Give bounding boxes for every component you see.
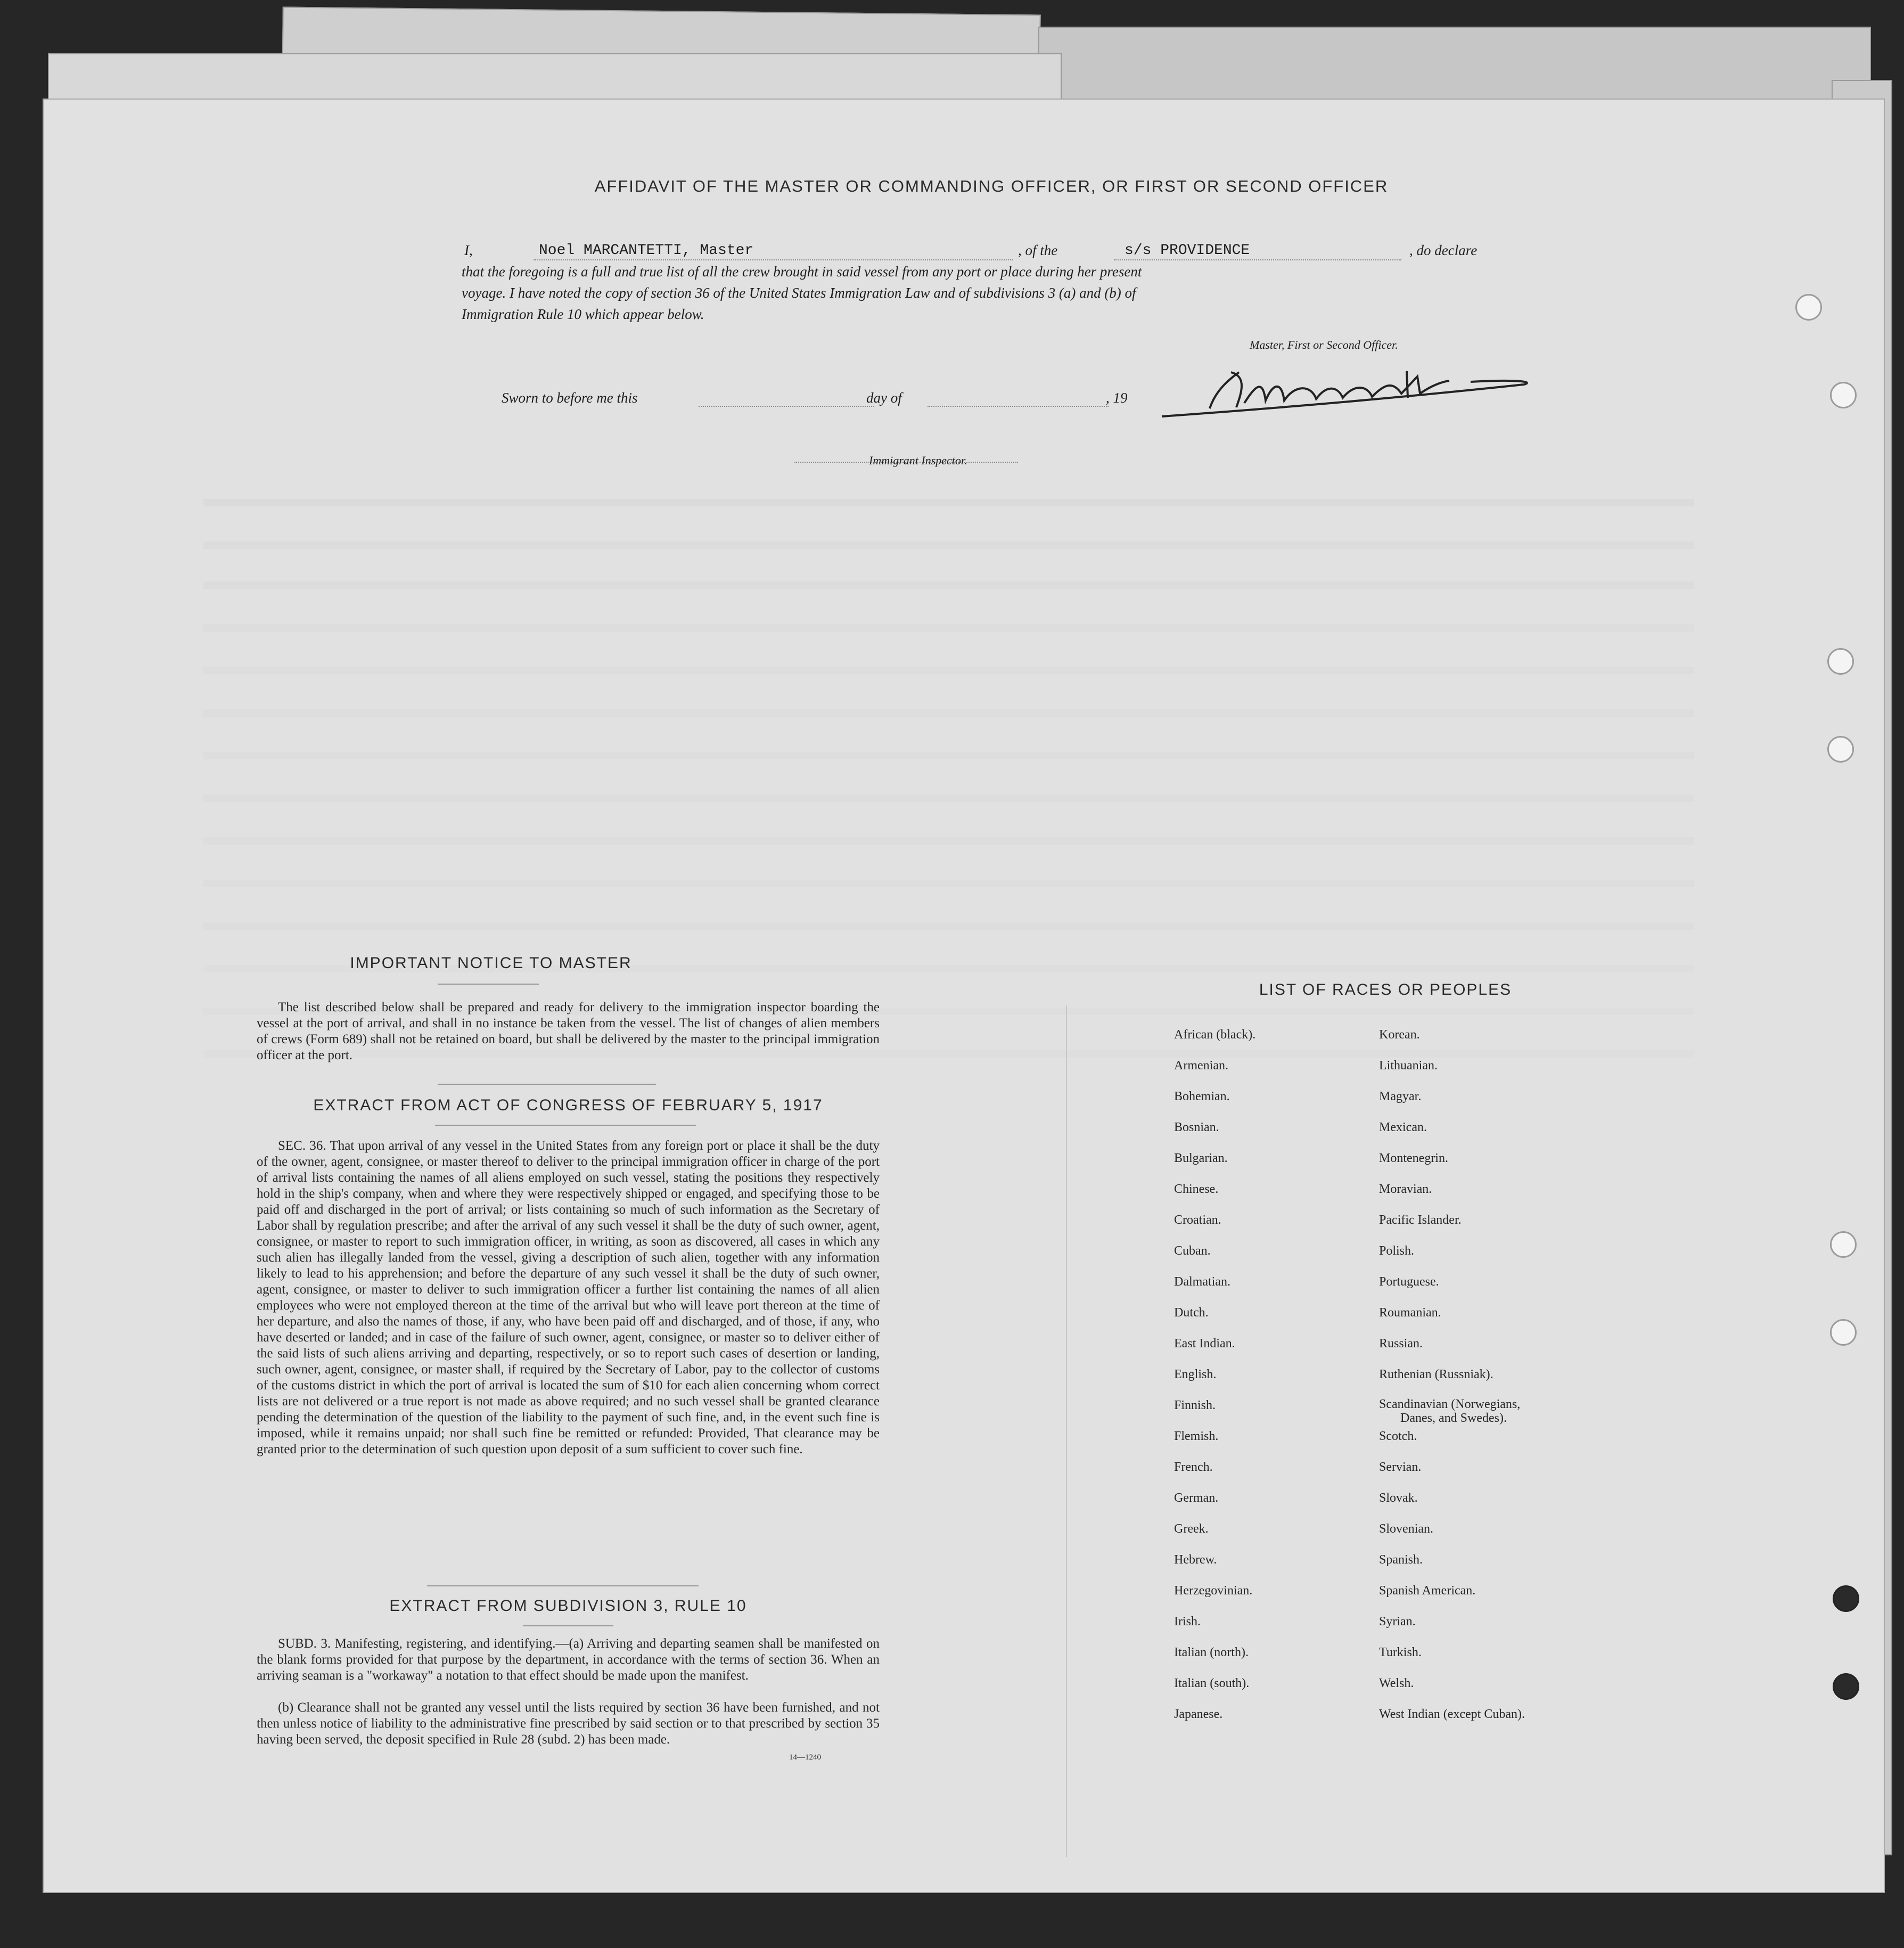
of-the-text: , of the [1018, 242, 1058, 258]
binder-hole [1830, 1231, 1857, 1258]
race-item: Turkish. [1379, 1646, 1422, 1659]
vessel-name: s/s PROVIDENCE [1125, 242, 1250, 259]
race-item: Dutch. [1174, 1306, 1209, 1320]
race-item: Portuguese. [1379, 1275, 1439, 1289]
act-body: SEC. 36. That upon arrival of any vessel in the United States from any foreign port or place it shall be the duty of the owner, agent, consignee, or master thereof to deliver to the principal immigration officer in charge of the port of arrival lists containing the names of all aliens employed on such vessel, stating the positions they respectively hold in the ship's company, when and where they were respectively shipped or engaged, and specifying those to be paid off and discharged in the port of arrival; or lists containing so much of such information as the Secretary of Labor shall by regulation prescribe; and after the arrival of any such vessel it shall be the duty of such owner, agent, consignee, or master to report to such immigration officer, in writing, as soon as discovered, all cases in which any such alien has illegally landed from the vessel, giving a description of such alien, together with any information likely to lead to his apprehension; and before the departure of any such vessel it shall be the duty of such owner, agent, consignee, or master to deliver to such immigration officer a further list containing the names of all alien employees who were not employed thereon at the time of the arrival but who will leave port thereon at the time of her departure, and also the names of those, if any, who have been paid off and discharged, and of those, if any, who have deserted or landed; and in case of the failure of such owner, agent, consignee, or master so to deliver either of the said lists of such aliens arriving and departing, respectively, or so to report such cases of desertion or landing, such owner, agent, consignee, or master shall, if required by the Secretary of Labor, pay to the collector of customs of the customs district in which the port of arrival is located the sum of $10 for each alien concerning whom correct lists are not delivered or a true report is not made as above required; and no such vessel shall be granted clearance pending the determination of the question of the liability to the payment of such fine, and, in the event such fine is imposed, while it remains unpaid; nor shall such fine be remitted or refunded: Provided, That clearance may be granted prior to the determination of such question upon deposit of a sum sufficient to cover such fine. [257, 1139, 880, 1456]
race-item: Chinese. [1174, 1182, 1219, 1196]
binder-hole [1830, 1319, 1857, 1346]
affidavit-title: AFFIDAVIT OF THE MASTER OR COMMANDING OFFICER, OR FIRST OR SECOND OFFICER [594, 177, 1389, 195]
bleed-through-row [203, 795, 1694, 802]
notice-title-rule [438, 984, 539, 985]
races-title: LIST OF RACES OR PEOPLES [1259, 981, 1512, 998]
race-item: Italian (south). [1174, 1676, 1250, 1690]
binder-hole [1827, 648, 1854, 675]
rule-title: EXTRACT FROM SUBDIVISION 3, RULE 10 [389, 1597, 747, 1615]
rule-title-rule [523, 1625, 613, 1626]
bleed-through-row [203, 752, 1694, 759]
day-of-text: day of [866, 390, 902, 406]
vessel-line [1114, 259, 1401, 260]
race-item: Italian (north). [1174, 1646, 1249, 1659]
race-item: Bohemian. [1174, 1090, 1230, 1103]
race-item: Servian. [1379, 1460, 1422, 1474]
race-item: Scandinavian (Norwegians, [1379, 1397, 1521, 1411]
back-sheet-right [1038, 27, 1871, 109]
race-item: Ruthenian (Russniak). [1379, 1368, 1493, 1381]
rule-body-a: SUBD. 3. Manifesting, registering, and identifying.—(a) Arriving and departing seamen shall be manifested on the blank forms provided for that purpose by the department, in accordance with the terms of section 36. When an arriving seaman is a "workaway" a notation to that effect should be made upon the manifest. [257, 1636, 880, 1683]
act-top-rule [438, 1084, 656, 1085]
master-name-line [534, 259, 1013, 260]
binder-hole [1830, 382, 1857, 408]
race-item: Roumanian. [1379, 1306, 1441, 1320]
affidavit-line-4: Immigration Rule 10 which appear below. [462, 306, 704, 322]
notice-body: The list described below shall be prepared and ready for delivery to the immigration inspector boarding the vessel at the port of arrival, and shall in no instance be taken from the vessel. The list of changes of alien members of crews (Form 689) shall not be retained on board, but shall be delivered by the master to the principal immigration officer at the port. [257, 1000, 880, 1062]
race-item: Welsh. [1379, 1676, 1414, 1690]
race-item: English. [1174, 1368, 1217, 1381]
bleed-through-row [203, 582, 1694, 589]
rule-body-b: (b) Clearance shall not be granted any vessel until the lists required by section 36 have been furnished, and not then unless notice of liability to the administrative fine prescribed by said section or to that prescribed by section 35 having been served, the deposit specified in Rule 28 (subd. 2) has been made. [257, 1700, 880, 1747]
race-item: Hebrew. [1174, 1553, 1217, 1567]
race-item: Bulgarian. [1174, 1151, 1228, 1165]
binder-hole [1795, 294, 1822, 321]
rule-top-rule [427, 1585, 699, 1586]
bleed-through-row [203, 542, 1694, 549]
race-item: Spanish American. [1379, 1584, 1476, 1598]
race-item: Irish. [1174, 1615, 1201, 1628]
race-item: Croatian. [1174, 1213, 1221, 1227]
race-item-continuation: Danes, and Swedes). [1400, 1411, 1507, 1425]
race-item: Finnish. [1174, 1398, 1216, 1412]
do-declare-text: , do declare [1409, 242, 1478, 258]
race-item: Cuban. [1174, 1244, 1211, 1258]
race-item: French. [1174, 1460, 1213, 1474]
officer-caption: Master, First or Second Officer. [1250, 338, 1398, 351]
race-item: West Indian (except Cuban). [1379, 1707, 1525, 1721]
race-item: Slovak. [1379, 1491, 1418, 1505]
master-name: Noel MARCANTETTI, Master [539, 242, 754, 259]
sworn-day-line [699, 406, 874, 407]
race-item: German. [1174, 1491, 1219, 1505]
affidavit-line-2: that the foregoing is a full and true list of all the crew brought in said vessel from any port or place during her present [462, 264, 1142, 280]
bleed-through-row [203, 880, 1694, 887]
race-item: Dalmatian. [1174, 1275, 1230, 1289]
race-item: Bosnian. [1174, 1120, 1219, 1134]
race-item: Flemish. [1174, 1429, 1219, 1443]
race-item: Armenian. [1174, 1059, 1228, 1073]
race-item: East Indian. [1174, 1337, 1235, 1350]
race-item: Syrian. [1379, 1615, 1416, 1628]
master-signature [1151, 361, 1534, 424]
affidavit-page [43, 99, 1885, 1893]
sworn-month-line [928, 406, 1109, 407]
affidavit-line-3: voyage. I have noted the copy of section 36 of the United States Immigration Law and of subdivisions 3 (a) and (b) of [462, 285, 1136, 301]
act-title-rule [435, 1125, 696, 1126]
race-item: Japanese. [1174, 1707, 1223, 1721]
race-item: Russian. [1379, 1337, 1423, 1350]
inspector-caption: Immigrant Inspector. [869, 454, 967, 467]
page-fold-line [1066, 1005, 1067, 1857]
affidavit-i: I, [464, 242, 473, 258]
year-text: , 19 [1106, 390, 1128, 406]
binder-hole [1833, 1585, 1859, 1612]
race-item: Lithuanian. [1379, 1059, 1438, 1073]
bleed-through-row [203, 709, 1694, 717]
bleed-through-row [203, 922, 1694, 930]
sworn-text: Sworn to before me this [502, 390, 638, 406]
bleed-through-row [203, 667, 1694, 674]
race-item: Herzegovinian. [1174, 1584, 1253, 1598]
race-item: Mexican. [1379, 1120, 1427, 1134]
race-item: Pacific Islander. [1379, 1213, 1462, 1227]
bleed-through-row [203, 837, 1694, 845]
race-item: Magyar. [1379, 1090, 1422, 1103]
race-item: African (black). [1174, 1028, 1256, 1042]
form-number: 14—1240 [789, 1753, 821, 1762]
race-item: Moravian. [1379, 1182, 1432, 1196]
race-item: Spanish. [1379, 1553, 1423, 1567]
bleed-through-row [203, 499, 1694, 506]
race-item: Scotch. [1379, 1429, 1417, 1443]
binder-hole [1833, 1673, 1859, 1700]
race-item: Polish. [1379, 1244, 1415, 1258]
bleed-through-row [203, 624, 1694, 632]
notice-title: IMPORTANT NOTICE TO MASTER [350, 954, 632, 972]
race-item: Montenegrin. [1379, 1151, 1448, 1165]
binder-hole [1827, 736, 1854, 763]
act-title: EXTRACT FROM ACT OF CONGRESS OF FEBRUARY 5, 1917 [313, 1096, 823, 1114]
race-item: Greek. [1174, 1522, 1209, 1536]
race-item: Korean. [1379, 1028, 1420, 1042]
race-item: Slovenian. [1379, 1522, 1433, 1536]
